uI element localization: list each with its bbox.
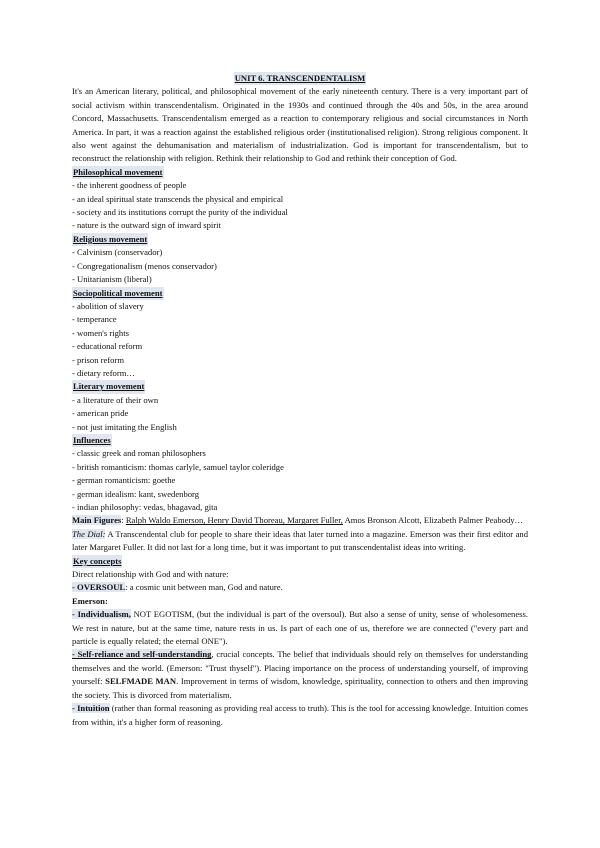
list-item: - not just imitating the English <box>72 421 177 432</box>
sociopolitical-section <box>72 287 528 381</box>
religious-section <box>72 233 528 287</box>
oversoul-text: : a cosmic unit between man, God and nature. <box>125 582 283 593</box>
oversoul-label: - OVERSOUL <box>72 582 126 593</box>
influences-section <box>72 434 528 514</box>
intuition-label: - Intuition <box>72 703 110 714</box>
list-item: - british romanticism: thomas carlyle, samuel taylor coleridge <box>72 461 284 472</box>
list-item: - Unitarianism (liberal) <box>72 274 152 285</box>
list-item: - abolition of slavery <box>72 300 144 311</box>
list-item: - american pride <box>72 408 129 419</box>
philosophical-heading: Philosophical movement <box>72 166 164 179</box>
list-item: - the inherent goodness of people <box>72 180 187 191</box>
list-item: - indian philosophy: vedas, bhagavad, gita <box>72 502 218 512</box>
list-item: - Calvinism (conservador) <box>72 247 163 258</box>
individualism-mid: NOT EGOTISM, <box>130 609 195 620</box>
list-item: - prison reform <box>72 354 125 365</box>
individualism-paragraph <box>72 608 528 648</box>
intuition-text: (rather than formal reasoning as providing real access to truth). This is the tool for accessing knowledge. Intuition comes from within, it's a higher form of reasoning. <box>72 703 528 727</box>
sociopolitical-heading: Sociopolitical movement <box>72 287 164 300</box>
selfreliance-label: - Self-reliance and self-understanding <box>72 649 212 660</box>
key-concepts-heading: Key concepts <box>72 555 122 568</box>
key-concepts-section <box>72 555 528 729</box>
literary-section <box>72 380 528 434</box>
individualism-text: (but the individual is part of the oversoul). But also a sense of unity, sense of wholesomeness. We rest in nature, but at the same time, nature rests in us. Is part of each one of us, therefore we are connected ("every part and particle is equally related; the eternal ONE"). <box>72 609 528 647</box>
main-figures-paragraph: Main Figures: Ralph Waldo Emerson, Henry David Thoreau, Margaret Fuller, Amos Bronson Alcott, Elizabeth Palmer Peabody… <box>72 515 524 526</box>
list-item: - women's rights <box>72 327 129 338</box>
list-item: - an ideal spiritual state transcends the physical and empirical <box>72 193 284 204</box>
selfmade-man: SELFMADE MAN <box>105 676 177 687</box>
key-concepts-intro: Direct relationship with God and with nature: <box>72 569 229 580</box>
main-figures-names: Ralph Waldo Emerson, Henry David Thoreau, Margaret Fuller, <box>125 515 343 526</box>
individualism-label: - Individualism, <box>72 609 131 620</box>
list-item: - educational reform <box>72 341 143 352</box>
selfreliance-text-1: , crucial concepts. The belief that individuals should rely on themselves for understanding themselves and the world. (Emerson: "Trust thyself"). Placing importance on the process of understanding yourself, of improving yourself: <box>72 649 528 687</box>
influences-heading: Influences <box>72 434 112 447</box>
list-item: - classic greek and roman philosophers <box>72 448 206 459</box>
list-item: - german idealism: kant, swedenborg <box>72 488 200 499</box>
list-item: - Congregationalism (menos conservador) <box>72 260 217 271</box>
philosophical-section <box>72 166 528 233</box>
emerson-label: Emerson: <box>72 595 108 606</box>
oversoul-line <box>72 581 528 594</box>
selfreliance-text-2: . Improvement in terms of wisdom, knowledge, spirituality, connection to others and then improving the society. This is divorced from materialism. <box>72 676 528 700</box>
list-item: - society and its institutions corrupt the purity of the individual <box>72 207 288 218</box>
list-item: - temperance <box>72 314 117 325</box>
selfreliance-paragraph <box>72 648 528 702</box>
literary-heading: Literary movement <box>72 380 145 393</box>
list-item: - nature is the outward sign of inward spirit <box>72 220 221 231</box>
main-figures-rest: Amos Bronson Alcott, Elizabeth Palmer Peabody… <box>342 515 524 526</box>
dial-label: The Dial: <box>72 528 106 539</box>
dial-paragraph <box>72 528 528 555</box>
page-title: UNIT 6. TRANSCENDENTALISM <box>234 72 367 85</box>
dial-text: A Transcendental club for people to share their ideas that later turned into a magazine. Emerson was their first editor and later Margaret Fuller. It did not last for a long time, but it was important to put transcendentalist ideas into writing. <box>72 528 529 553</box>
intro-paragraph: It's an American literary, political, and philosophical movement of the early nineteenth century. There is a very important part of social activism within transcendentalism. Originated in the 1930s and continued through the 40s and 50s, in the area around Concord, Massachusetts. Transcendentalism emerged as a reaction to contemporary religious and social circumstances in North America. In part, it was a reaction against the established religious order (institutionalised religion). Strong religious component. It also went against the dehumanisation and materialism of industrialization. God is important for transcendentalism, but to reconstruct the relationship with religion. Rethink their relationship to God and rethink their conception of God. <box>72 86 528 164</box>
list-item: - a literature of their own <box>72 394 159 405</box>
list-item: - german romanticism: goethe <box>72 475 176 486</box>
list-item: - dietary reform… <box>72 367 135 378</box>
religious-heading: Religious movement <box>72 233 148 246</box>
intuition-paragraph <box>72 702 528 729</box>
main-figures-label: Main Figures <box>72 515 122 526</box>
